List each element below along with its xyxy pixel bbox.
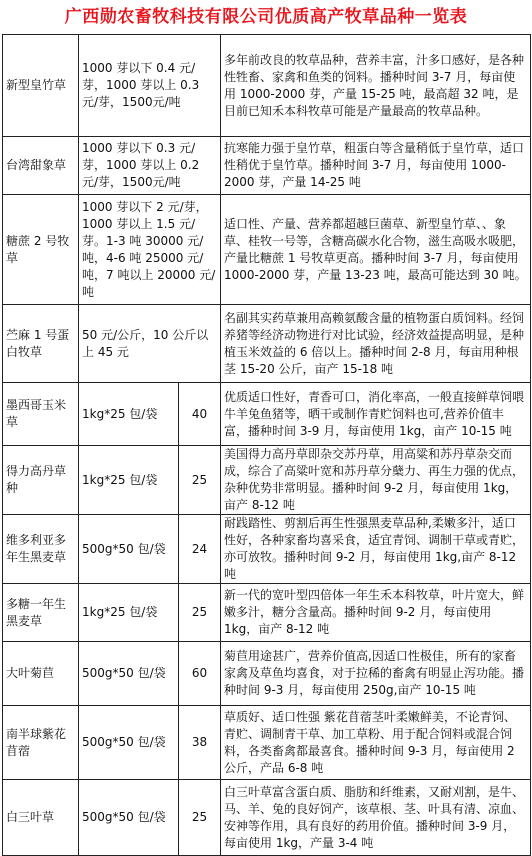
product-description: 草质好、适口性强 紫花苜蓿茎叶柔嫩鲜美，不论青饲、青贮、调制青干草、加工草粉、用于配合饲料或混合饲料，各类畜禽都最喜食。播种时间 9-3 月，每亩使用 2 公斤，产品 6-8 吨 bbox=[221, 706, 531, 780]
product-description: 适口性、产量、营养都超越巨菌草、新型皇竹草、、象草、桂牧一号等，含糖高碳水化合物，滋生高吸水吸肥，产量比糖蔗 1 号牧草更高。播种时间 3-7 月，每亩使用 1000-2000 芽，产量 13-23 吨，最高可能达到 30 吨。 bbox=[221, 195, 531, 305]
table-row bbox=[3, 642, 531, 706]
product-price: 24 bbox=[179, 515, 221, 584]
product-description: 抗寒能力强于皇竹草，粗蛋白等含量稍低于皇竹草，适口性稍优于皇竹草。播种时间 3-7 月，每亩使用 1000-2000 芽，产量 14-25 吨 bbox=[221, 137, 531, 195]
product-name: 维多利亚多年生黑麦草 bbox=[3, 515, 79, 584]
product-description: 优质适口性好，青香可口，消化率高，一般直接鲜草饲喂牛羊兔鱼猪等，晒干或制作青贮饲料也可,营养价值丰富，播种时间 3-9 月，每亩使用 1kg，亩产 10-15 吨 bbox=[221, 383, 531, 446]
table-row bbox=[3, 305, 531, 383]
product-price: 1000 芽以下 0.4 元/芽，1000 芽以上 0.3 元/芽，1500元/吨 bbox=[79, 35, 221, 137]
product-price: 40 bbox=[179, 383, 221, 446]
product-price: 1000 芽以下 2 元/芽，1000 芽以上 1.5 元/芽。1-3 吨 30000 元/吨，4-6 吨 25000 元/吨，7 吨以上 20000 元/吨 bbox=[79, 195, 221, 305]
table-row bbox=[3, 35, 531, 137]
page-title: 广西勋农畜牧科技有限公司优质高产牧草品种一览表 bbox=[64, 7, 468, 27]
table-row bbox=[3, 446, 531, 515]
product-name: 大叶菊苣 bbox=[3, 642, 79, 706]
product-name: 糖蔗 2 号牧草 bbox=[3, 195, 79, 305]
table-row bbox=[3, 780, 531, 856]
product-name: 苎麻 1 号蛋白牧草 bbox=[3, 305, 79, 383]
product-price: 38 bbox=[179, 706, 221, 780]
product-spec: 500g*50 包/袋 bbox=[79, 780, 179, 856]
product-name: 白三叶草 bbox=[3, 780, 79, 856]
product-name: 墨西哥玉米草 bbox=[3, 383, 79, 446]
product-description: 多年前改良的牧草品种，营养丰富，汁多口感好，是各种性牲畜、家禽和鱼类的饲料。播种时间 3-7 月，每亩使用 1000-2000 芽，产量 15-25 吨，最高超 32 吨，是目前已知禾本科牧草可能是产量最高的牧草品种。 bbox=[221, 35, 531, 137]
product-description: 耐践踏性、剪割后再生性强黑麦草品种,柔嫩多汁，适口性好，各种家畜均喜采食，适宜青饲、调制干草或青贮，亦可放牧。播种时间 9-2 月，每亩使用 1kg,亩产 8-12 吨 bbox=[221, 515, 531, 584]
product-description: 美国得力高丹草即杂交苏丹草，用高粱和苏丹草杂交而成，综合了高粱叶宽和苏丹草分蘖力、再生力强的优点，杂种优势非常明显。播种时间 9-2 月，每亩使用 1kg，亩产 8-12 吨 bbox=[221, 446, 531, 515]
product-spec: 1kg*25 包/袋 bbox=[79, 584, 179, 642]
product-description: 菊苣用途甚广，营养价值高,因适口性极佳，所有的家畜家禽及草鱼均喜食，对于拉稀的畜禽有明显止泻功能。播种时间 9-3 月，每亩使用 250g,亩产 10-15 吨 bbox=[221, 642, 531, 706]
product-price: 25 bbox=[179, 446, 221, 515]
product-price: 25 bbox=[179, 780, 221, 856]
product-spec: 500g*50 包/袋 bbox=[79, 642, 179, 706]
product-name: 台湾甜象草 bbox=[3, 137, 79, 195]
product-name: 新型皇竹草 bbox=[3, 35, 79, 137]
product-spec: 500g*50 包/袋 bbox=[79, 515, 179, 584]
product-description: 白三叶草富含蛋白质、脂肪和纤维素，又耐刈割，是牛、马、羊、兔的良好饲产，该草根、茎、叶具有清、凉血、安神等作用，具有良好的药用价值。播种时间 3-9 月，每亩使用 1kg，产量 3-4 吨 bbox=[221, 780, 531, 856]
product-description: 名副其实药草兼用高赖氨酸含量的植物蛋白质饲料。经饲养猪等经济动物进行对比试验，经济效益提高明显，是种植玉米效益的 6 倍以上。播种时间 2-8 月，每亩用种根茎 15-20 公斤，亩产 15-18 吨 bbox=[221, 305, 531, 383]
table-row bbox=[3, 195, 531, 305]
product-name: 得力高丹草种 bbox=[3, 446, 79, 515]
product-spec: 1kg*25 包/袋 bbox=[79, 383, 179, 446]
table-row bbox=[3, 515, 531, 584]
product-spec: 1kg*25 包/袋 bbox=[79, 446, 179, 515]
product-price: 25 bbox=[179, 584, 221, 642]
product-table bbox=[2, 34, 531, 856]
table-row bbox=[3, 706, 531, 780]
product-price: 1000 芽以下 0.3 元/芽，1000 芽以上 0.2 元/芽，1500元/吨 bbox=[79, 137, 221, 195]
product-price: 50 元/公斤，10 公斤以上 45 元 bbox=[79, 305, 221, 383]
table-row bbox=[3, 584, 531, 642]
product-spec: 500g*50 包/袋 bbox=[79, 706, 179, 780]
table-row bbox=[3, 383, 531, 446]
product-description: 新一代的宽叶型四倍体一年生禾本科牧草，叶片宽大，鲜嫩多汁，糖分含量高。播种时间 9-2 月，每亩使用 1kg，亩产 8-12 吨 bbox=[221, 584, 531, 642]
table-row bbox=[3, 137, 531, 195]
product-price: 60 bbox=[179, 642, 221, 706]
product-name: 南半球紫花苜蓿 bbox=[3, 706, 79, 780]
product-name: 多糖一年生黑麦草 bbox=[3, 584, 79, 642]
